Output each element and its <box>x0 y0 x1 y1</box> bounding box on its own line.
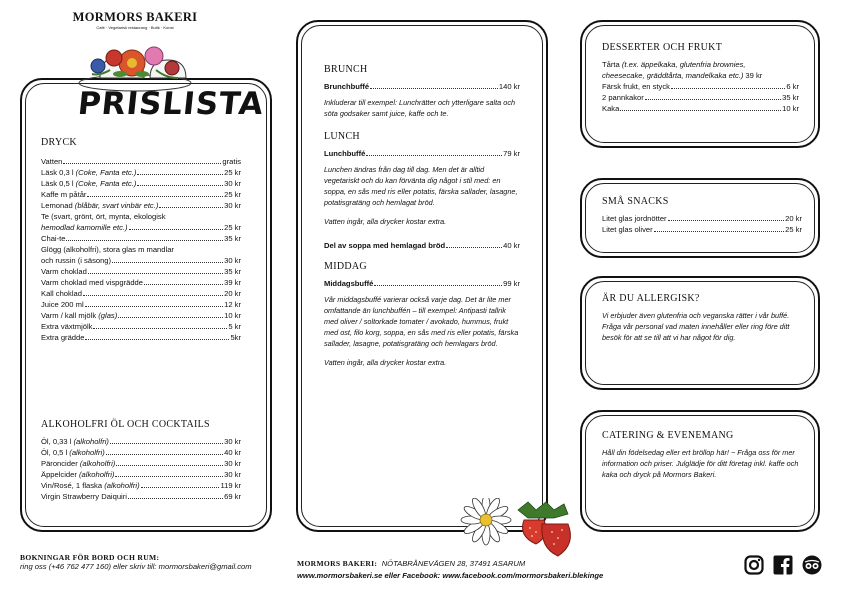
menu-item: Extra växtmjölk 5 kr <box>41 322 241 331</box>
lunch-drinks-note: Vatten ingår, alla drycker kostar extra. <box>324 217 447 226</box>
section-heading: MIDDAG <box>324 261 367 272</box>
section-heading: DESSERTER OCH FRUKT <box>602 42 723 53</box>
allergisk-text: Vi erbjuder även glutenfria och veganska rätter i vår buffé. Fråga vår personal vad maten innehåller eller ring före ditt besök för att se till att vi har något för dig. <box>602 311 790 342</box>
menu-item: Öl, 0,33 l (alkoholfri) 30 kr <box>41 437 241 446</box>
instagram-icon[interactable] <box>744 555 764 575</box>
menu-item-soup: Del av soppa med hemlagad bröd 40 kr <box>324 241 520 250</box>
section-heading: DRYCK <box>41 137 77 148</box>
menu-item-brunch: Brunchbuffé 140 kr <box>324 82 520 91</box>
section-heading: SMÅ SNACKS <box>602 196 669 207</box>
menu-item: Kaffe m påtår 25 kr <box>41 190 241 199</box>
menu-item-lunch: Lunchbuffé 79 kr <box>324 149 520 158</box>
menu-item-glogg: Glögg (alkoholfri), stora glas m mandlar och russin (i säsong) 30 kr <box>41 245 241 265</box>
menu-item: Vatten gratis <box>41 157 241 166</box>
catering-section <box>602 430 802 480</box>
logo-tagline: Café · Vegetarisk restaurang · Butik · Konst <box>96 25 174 30</box>
lunch-description: Lunchen ändras från dag till dag. Men det är alltid vegetariskt och du kan förvänta dig något i stil med: en soppa, en sås med ris eller potatis, färska sallader, lasagne, potatisgratäng och hemlagat bröd. <box>324 165 518 207</box>
social-icons <box>744 555 822 575</box>
menu-item-middag: Middagsbuffé 99 kr <box>324 279 520 288</box>
menu-item: Öl, 0,5 l (alkoholfri) 40 kr <box>41 448 241 457</box>
middag-description: Vår middagsbuffé varierar också varje dag. Det är lite mer omfattande än lunchbuffén – till exempel: Antipasti tallrik med oliver / soltorkade tomater / avokado, hummus, frukt med ost, filo korg, soppa, en sås med ris eller potatis, färska sallader, lasagne, potatisgratäng och hemlagars bröd. <box>324 295 519 348</box>
menu-item: Virgin Strawberry Daiquiri 69 kr <box>41 492 241 501</box>
menu-item: Varm choklad 35 kr <box>41 267 241 276</box>
menu-item: Litet glas jordnötter 20 kr <box>602 214 802 223</box>
menu-item: Läsk 0,5 l (Coke, Fanta etc.) 30 kr <box>41 179 241 188</box>
section-heading: ÄR DU ALLERGISK? <box>602 293 700 304</box>
menu-item: Päroncider (alkoholfri) 30 kr <box>41 459 241 468</box>
section-heading: ALKOHOLFRI ÖL OCH COCKTAILS <box>41 419 210 430</box>
desserter-section <box>602 42 799 114</box>
logo-name: MORMORS BAKERI <box>72 10 198 24</box>
menu-item-te: Te (svart, grönt, ört, mynta, ekologisk hemodlad kamomille etc.) 25 kr <box>41 212 241 232</box>
menu-item: 2 pannkakor 35 kr <box>602 93 799 102</box>
page-title: PRISLISTA <box>76 86 266 122</box>
menu-item: Extra grädde 5kr <box>41 333 241 342</box>
footer-address: MORMORS BAKERI: NÖTABRÅNEVÄGEN 28, 37491 ASARUM www.mormorsbakeri.se eller Facebook: www.facebook.com/mormorsbakeri.blekinge <box>297 559 604 580</box>
menu-item: Vin/Rosé, 1 flaska (alkoholfri) 119 kr <box>41 481 241 490</box>
dryck-section <box>41 137 241 343</box>
snacks-section <box>602 196 802 235</box>
menu-item: Litet glas oliver 25 kr <box>602 225 802 234</box>
menu-item: Färsk frukt, en styck 6 kr <box>602 82 799 91</box>
section-heading: LUNCH <box>324 131 360 142</box>
menu-item: Lemonad (blåbär, svart vinbär etc.) 30 kr <box>41 201 241 210</box>
middag-drinks-note: Vatten ingår, alla drycker kostar extra. <box>324 358 447 367</box>
allergisk-section <box>602 293 802 343</box>
alkoholfri-section <box>41 419 241 502</box>
menu-item: Juice 200 ml 12 kr <box>41 300 241 309</box>
facebook-icon[interactable] <box>773 555 793 575</box>
strawberry-flower-icon <box>458 498 588 560</box>
menu-item: Kaka 10 kr <box>602 104 799 113</box>
tripadvisor-icon[interactable] <box>802 555 822 575</box>
section-heading: BRUNCH <box>324 64 368 75</box>
menu-item: Varm choklad med vispgrädde 39 kr <box>41 278 241 287</box>
section-heading: CATERING & EVENEMANG <box>602 430 734 441</box>
middle-content <box>324 64 520 368</box>
menu-item: Varm / kall mjölk (glas) 10 kr <box>41 311 241 320</box>
catering-text: Håll din födelsedag eller ert bröllop här! ~ Fråga oss för mer information och priser. Julglädje för ditt företag inkl. kaffe och kaka och dryck på Mormors Bakeri. <box>602 448 799 479</box>
footer-bokningar: BOKNINGAR FÖR BORD OCH RUM: ring oss (+46 762 477 160) eller skriv till: mormorsbakeri@gmail.com <box>20 553 252 571</box>
menu-item: Äppelcider (alkoholfri) 30 kr <box>41 470 241 479</box>
brunch-description: Inkluderar till exempel: Lunchrätter och ytterligare salta och söta godsaker samt juice, kaffe och te. <box>324 98 516 118</box>
menu-item-chai: Chai-te 35 kr <box>41 234 241 243</box>
menu-item-tarta: Tårta (t.ex. äppelkaka, glutenfria brownies, cheesecake, gräddtårta, mandelkaka etc.) 39 kr <box>602 60 763 80</box>
menu-item: Kall choklad 20 kr <box>41 289 241 298</box>
menu-item: Läsk 0,3 l (Coke, Fanta etc.) 25 kr <box>41 168 241 177</box>
